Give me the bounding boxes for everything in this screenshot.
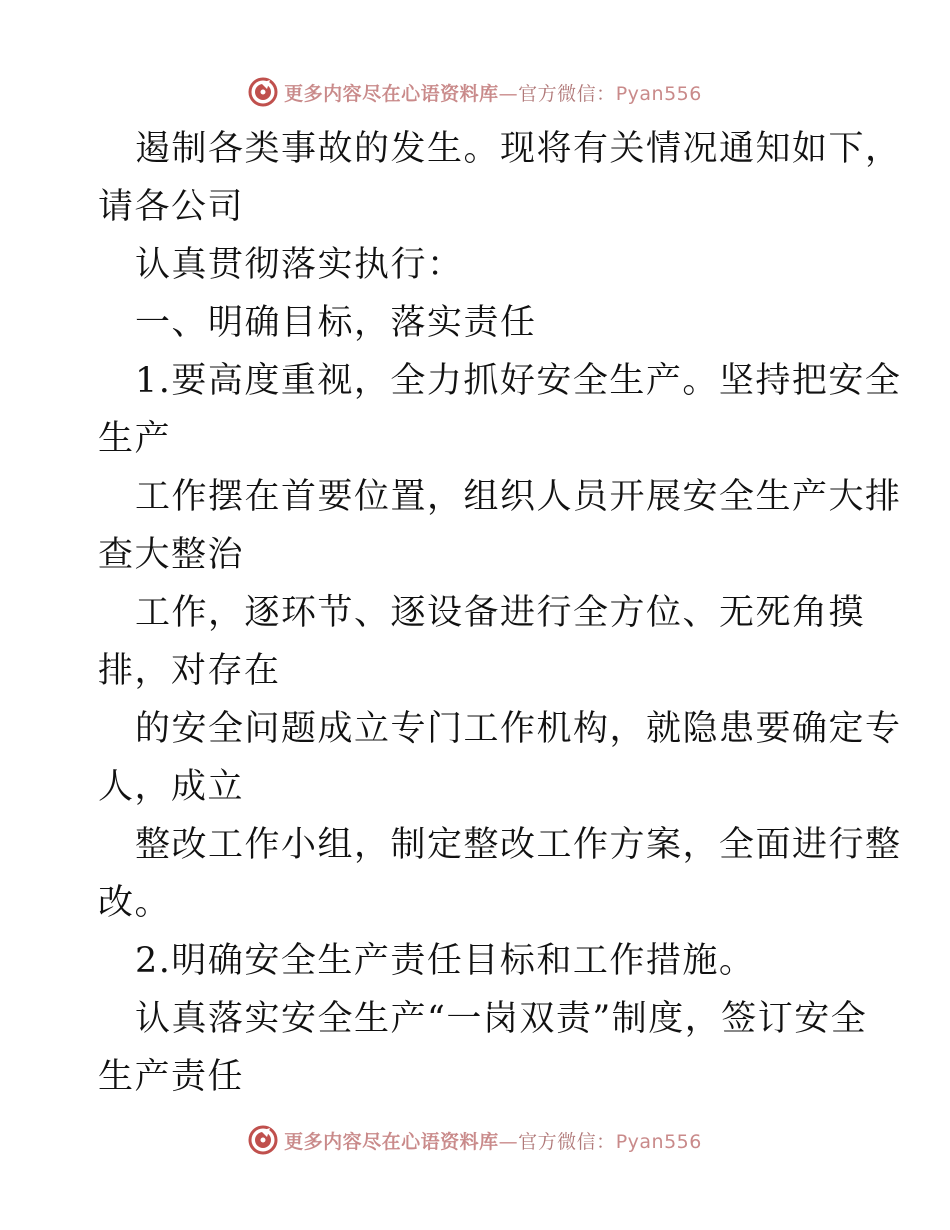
document-line: 1.要高度重视，全力抓好安全生产。坚持把安全 xyxy=(135,361,902,401)
document-line: 排，对存在 xyxy=(98,651,281,691)
document-line: 一、明确目标，落实责任 xyxy=(135,303,537,343)
document-line: 改。 xyxy=(98,883,172,923)
pen-nib-logo-icon xyxy=(248,77,278,107)
header-banner xyxy=(0,72,950,112)
header-brand: 更多内容尽在心语资料库 xyxy=(284,82,499,105)
document-line: 查大整治 xyxy=(98,535,245,575)
document-line: 认真落实安全生产“一岗双责”制度，签订安全 xyxy=(135,999,868,1039)
header-dash: — xyxy=(498,82,519,105)
document-line: 工作，逐环节、逐设备进行全方位、无死角摸 xyxy=(135,593,866,633)
footer-banner-text xyxy=(284,1127,702,1154)
pen-nib-logo-icon xyxy=(248,1125,278,1155)
document-line: 的安全问题成立专门工作机构，就隐患要确定专 xyxy=(135,709,902,749)
document-line: 生产责任 xyxy=(98,1057,245,1097)
document-line: 生产 xyxy=(98,419,172,459)
footer-wechat-id: Pyan556 xyxy=(615,1130,702,1153)
document-line: 2.明确安全生产责任目标和工作措施。 xyxy=(135,941,756,981)
document-line: 人，成立 xyxy=(98,767,245,807)
document-line: 整改工作小组，制定整改工作方案，全面进行整 xyxy=(135,825,902,865)
document-line: 遏制各类事故的发生。现将有关情况通知如下， xyxy=(135,129,902,169)
footer-official-label: 官方微信： xyxy=(518,1130,616,1153)
footer-dash: — xyxy=(498,1130,519,1153)
header-wechat-id: Pyan556 xyxy=(615,82,702,105)
header-official-label: 官方微信： xyxy=(518,82,616,105)
document-line: 认真贯彻落实执行： xyxy=(135,245,464,285)
document-body xyxy=(98,120,902,1106)
footer-banner xyxy=(0,1120,950,1160)
footer-brand: 更多内容尽在心语资料库 xyxy=(284,1130,499,1153)
header-banner-text xyxy=(284,79,702,106)
document-line: 请各公司 xyxy=(98,187,245,227)
document-line: 工作摆在首要位置，组织人员开展安全生产大排 xyxy=(135,477,902,517)
